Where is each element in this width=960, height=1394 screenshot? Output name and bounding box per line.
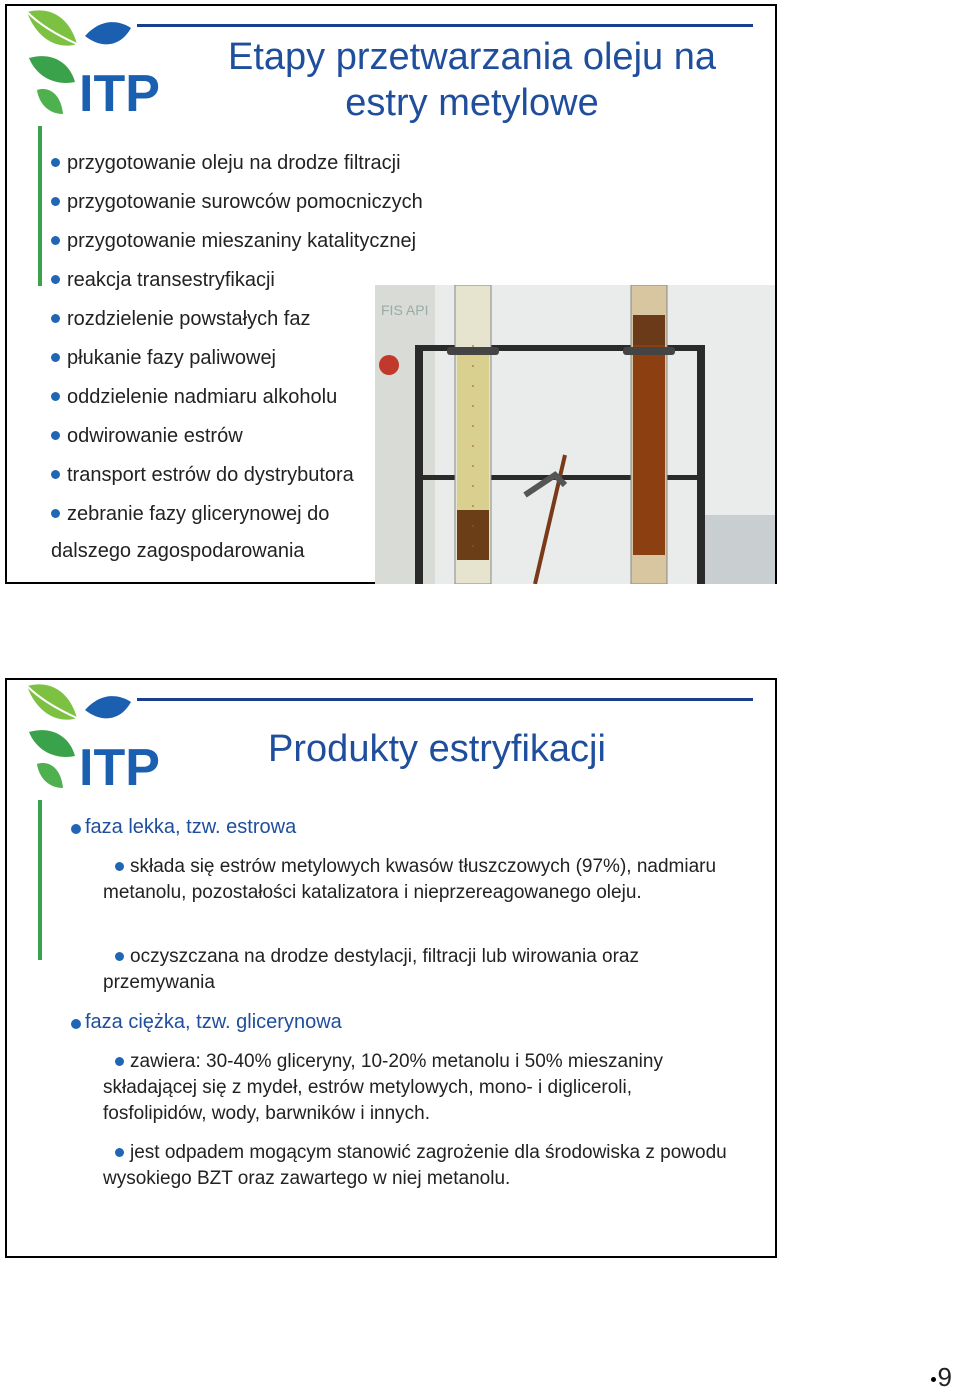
- separation-columns-photo: [375, 285, 775, 584]
- bullet-icon: [51, 392, 60, 401]
- svg-text:FIS API: FIS API: [381, 302, 429, 318]
- list-item: reakcja transestryfikacji: [51, 267, 391, 306]
- logo-accent-bar: [38, 126, 42, 286]
- list-item: oddzielenie nadmiaru alkoholu: [51, 384, 391, 423]
- svg-text:ITP: ITP: [79, 65, 160, 123]
- slide-title: Produkty estryfikacji: [268, 728, 606, 770]
- bullet-icon: [115, 1057, 124, 1066]
- slide-title: Etapy przetwarzania oleju na estry metylowe: [228, 36, 716, 124]
- title-rule: [137, 24, 753, 27]
- heavy-phase-heading: faza ciężka, tzw. glicerynowa: [71, 1011, 342, 1034]
- bullet-icon: [71, 1019, 81, 1029]
- bullet-icon: [115, 952, 124, 961]
- bullet-icon: [71, 824, 81, 834]
- bullet-icon: [51, 275, 60, 284]
- list-item: przygotowanie surowców pomocniczych: [51, 189, 391, 228]
- title-rule: [137, 698, 753, 701]
- bullet-icon: [51, 470, 60, 479]
- bullet-icon: [51, 431, 60, 440]
- slide-1: [5, 4, 777, 584]
- list-item: płukanie fazy paliwowej: [51, 345, 391, 384]
- bullet-icon: [51, 509, 60, 518]
- light-phase-paragraph-2: oczyszczana na drodze destylacji, filtracji lub wirowania oraz przemywania: [103, 946, 640, 993]
- bullet-icon: [115, 1148, 124, 1157]
- slide-2: [5, 678, 777, 1258]
- list-item: zebranie fazy glicerynowej do: [51, 501, 391, 540]
- list-item: odwirowanie estrów: [51, 423, 391, 462]
- bullet-icon: [51, 158, 60, 167]
- bullet-icon: [51, 353, 60, 362]
- list-item: przygotowanie oleju na drodze filtracji: [51, 150, 391, 189]
- list-item-continuation: dalszego zagospodarowania: [51, 540, 305, 562]
- bullet-icon: [51, 314, 60, 323]
- bullet-icon: [51, 236, 60, 245]
- light-phase-heading: faza lekka, tzw. estrowa: [71, 816, 296, 839]
- list-item: przygotowanie mieszaniny katalitycznej: [51, 228, 391, 267]
- svg-text:ITP: ITP: [79, 739, 160, 797]
- bullet-icon: [115, 862, 124, 871]
- heavy-phase-paragraph-2: jest odpadem mogącym stanowić zagrożenie dla środowiska z powodu wysokiego BZT oraz zawartego w niej metanolu.: [103, 1142, 727, 1189]
- page-number: 9: [931, 1362, 952, 1393]
- logo-accent-bar: [38, 800, 42, 960]
- list-item: rozdzielenie powstałych faz: [51, 306, 391, 345]
- bullet-icon: [931, 1377, 936, 1382]
- light-phase-paragraph-1: składa się estrów metylowych kwasów tłuszczowych (97%), nadmiaru metanolu, pozostałości katalizatora i nieprzereagowanego oleju.: [103, 856, 717, 903]
- list-item: transport estrów do dystrybutora: [51, 462, 391, 501]
- bullet-icon: [51, 197, 60, 206]
- heavy-phase-paragraph-1: zawiera: 30-40% gliceryny, 10-20% metanolu i 50% mieszaniny składającej się z mydeł, estrów metylowych, mono- i digliceroli, fosfolipidów, wody, barwników i innych.: [103, 1051, 663, 1124]
